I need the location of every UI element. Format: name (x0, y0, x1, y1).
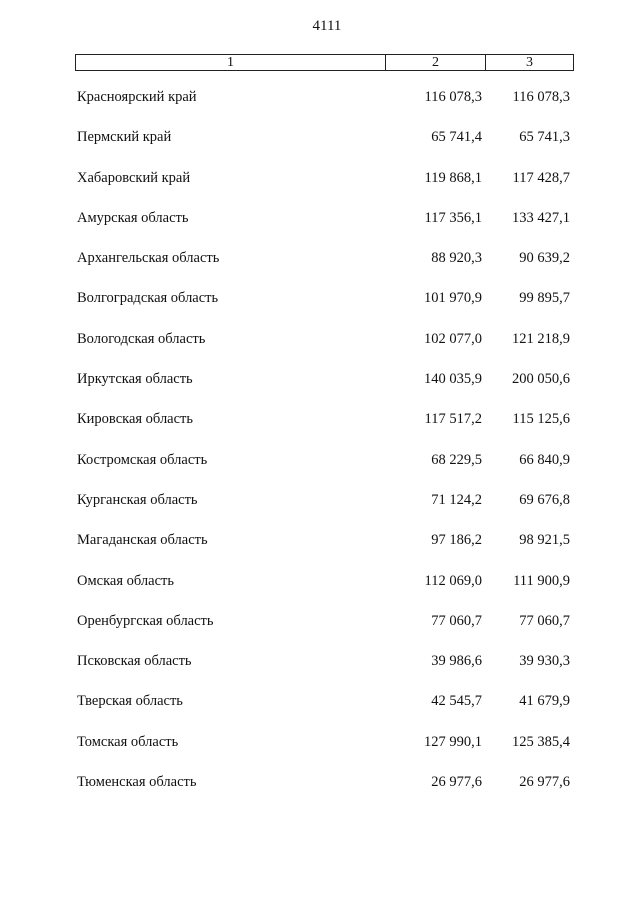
value-col-3: 98 921,5 (519, 532, 570, 549)
table-row (0, 288, 640, 328)
table-row (0, 369, 640, 409)
table-row (0, 691, 640, 731)
value-col-3: 115 125,6 (512, 411, 570, 428)
region-name: Курганская область (77, 491, 198, 508)
value-col-2: 140 035,9 (424, 371, 482, 388)
value-col-2: 39 986,6 (431, 653, 482, 670)
value-col-3: 65 741,3 (519, 129, 570, 146)
value-col-3: 121 218,9 (512, 330, 570, 347)
column-header-1: 1 (76, 55, 386, 70)
table-row (0, 530, 640, 570)
region-name: Магаданская область (77, 532, 208, 549)
region-name: Архангельская область (77, 250, 220, 267)
value-col-2: 42 545,7 (431, 693, 482, 710)
value-col-2: 68 229,5 (431, 451, 482, 468)
column-header-3: 3 (526, 55, 533, 70)
table-row (0, 611, 640, 651)
region-name: Тверская область (77, 693, 183, 710)
value-col-2: 102 077,0 (424, 330, 482, 347)
region-name: Костромская область (77, 451, 208, 468)
value-col-2: 117 517,2 (424, 411, 482, 428)
value-col-2: 97 186,2 (431, 532, 482, 549)
value-col-3: 90 639,2 (519, 250, 570, 267)
region-name: Иркутская область (77, 371, 193, 388)
column-header-2: 2 (386, 55, 486, 70)
region-name: Пермский край (77, 129, 172, 146)
value-col-3: 99 895,7 (519, 290, 570, 307)
table-row (0, 329, 640, 369)
table-row (0, 409, 640, 449)
region-name: Томская область (77, 733, 179, 750)
region-name: Кировская область (77, 411, 194, 428)
table-row (0, 772, 640, 812)
region-name: Амурская область (77, 209, 189, 226)
table-body (0, 87, 640, 812)
table-row (0, 490, 640, 530)
table-row (0, 450, 640, 490)
table-row (0, 571, 640, 611)
table-row (0, 87, 640, 127)
region-name: Красноярский край (77, 89, 197, 105)
region-name: Тюменская область (77, 774, 197, 791)
table-row (0, 248, 640, 288)
value-col-3: 116 078,3 (512, 89, 570, 105)
table-row (0, 127, 640, 167)
value-col-2: 65 741,4 (431, 129, 482, 146)
table-row (0, 208, 640, 248)
value-col-3: 111 900,9 (513, 572, 570, 589)
value-col-3: 26 977,6 (519, 774, 570, 791)
value-col-2: 71 124,2 (431, 491, 482, 508)
table-row (0, 732, 640, 772)
page-number: 4111 (312, 18, 342, 34)
value-col-2: 116 078,3 (424, 89, 482, 105)
value-col-3: 69 676,8 (519, 491, 570, 508)
value-col-3: 39 930,3 (519, 653, 570, 670)
table-row (0, 168, 640, 208)
value-col-2: 77 060,7 (431, 612, 482, 629)
value-col-2: 112 069,0 (424, 572, 482, 589)
value-col-3: 200 050,6 (512, 371, 570, 388)
region-name: Псковская область (77, 653, 192, 670)
value-col-3: 133 427,1 (512, 209, 570, 226)
value-col-2: 119 868,1 (424, 169, 482, 186)
value-col-3: 125 385,4 (512, 733, 570, 750)
value-col-3: 77 060,7 (519, 612, 570, 629)
region-name: Вологодская область (77, 330, 206, 347)
value-col-2: 117 356,1 (424, 209, 482, 226)
value-col-2: 101 970,9 (424, 290, 482, 307)
value-col-2: 127 990,1 (424, 733, 482, 750)
value-col-3: 41 679,9 (519, 693, 570, 710)
value-col-3: 117 428,7 (512, 169, 570, 186)
region-name: Волгоградская область (77, 290, 219, 307)
table-header (75, 54, 574, 71)
value-col-2: 26 977,6 (431, 774, 482, 791)
value-col-3: 66 840,9 (519, 451, 570, 468)
region-name: Омская область (77, 572, 174, 589)
region-name: Оренбургская область (77, 612, 214, 629)
table-row (0, 651, 640, 691)
region-name: Хабаровский край (77, 169, 191, 186)
value-col-2: 88 920,3 (431, 250, 482, 267)
